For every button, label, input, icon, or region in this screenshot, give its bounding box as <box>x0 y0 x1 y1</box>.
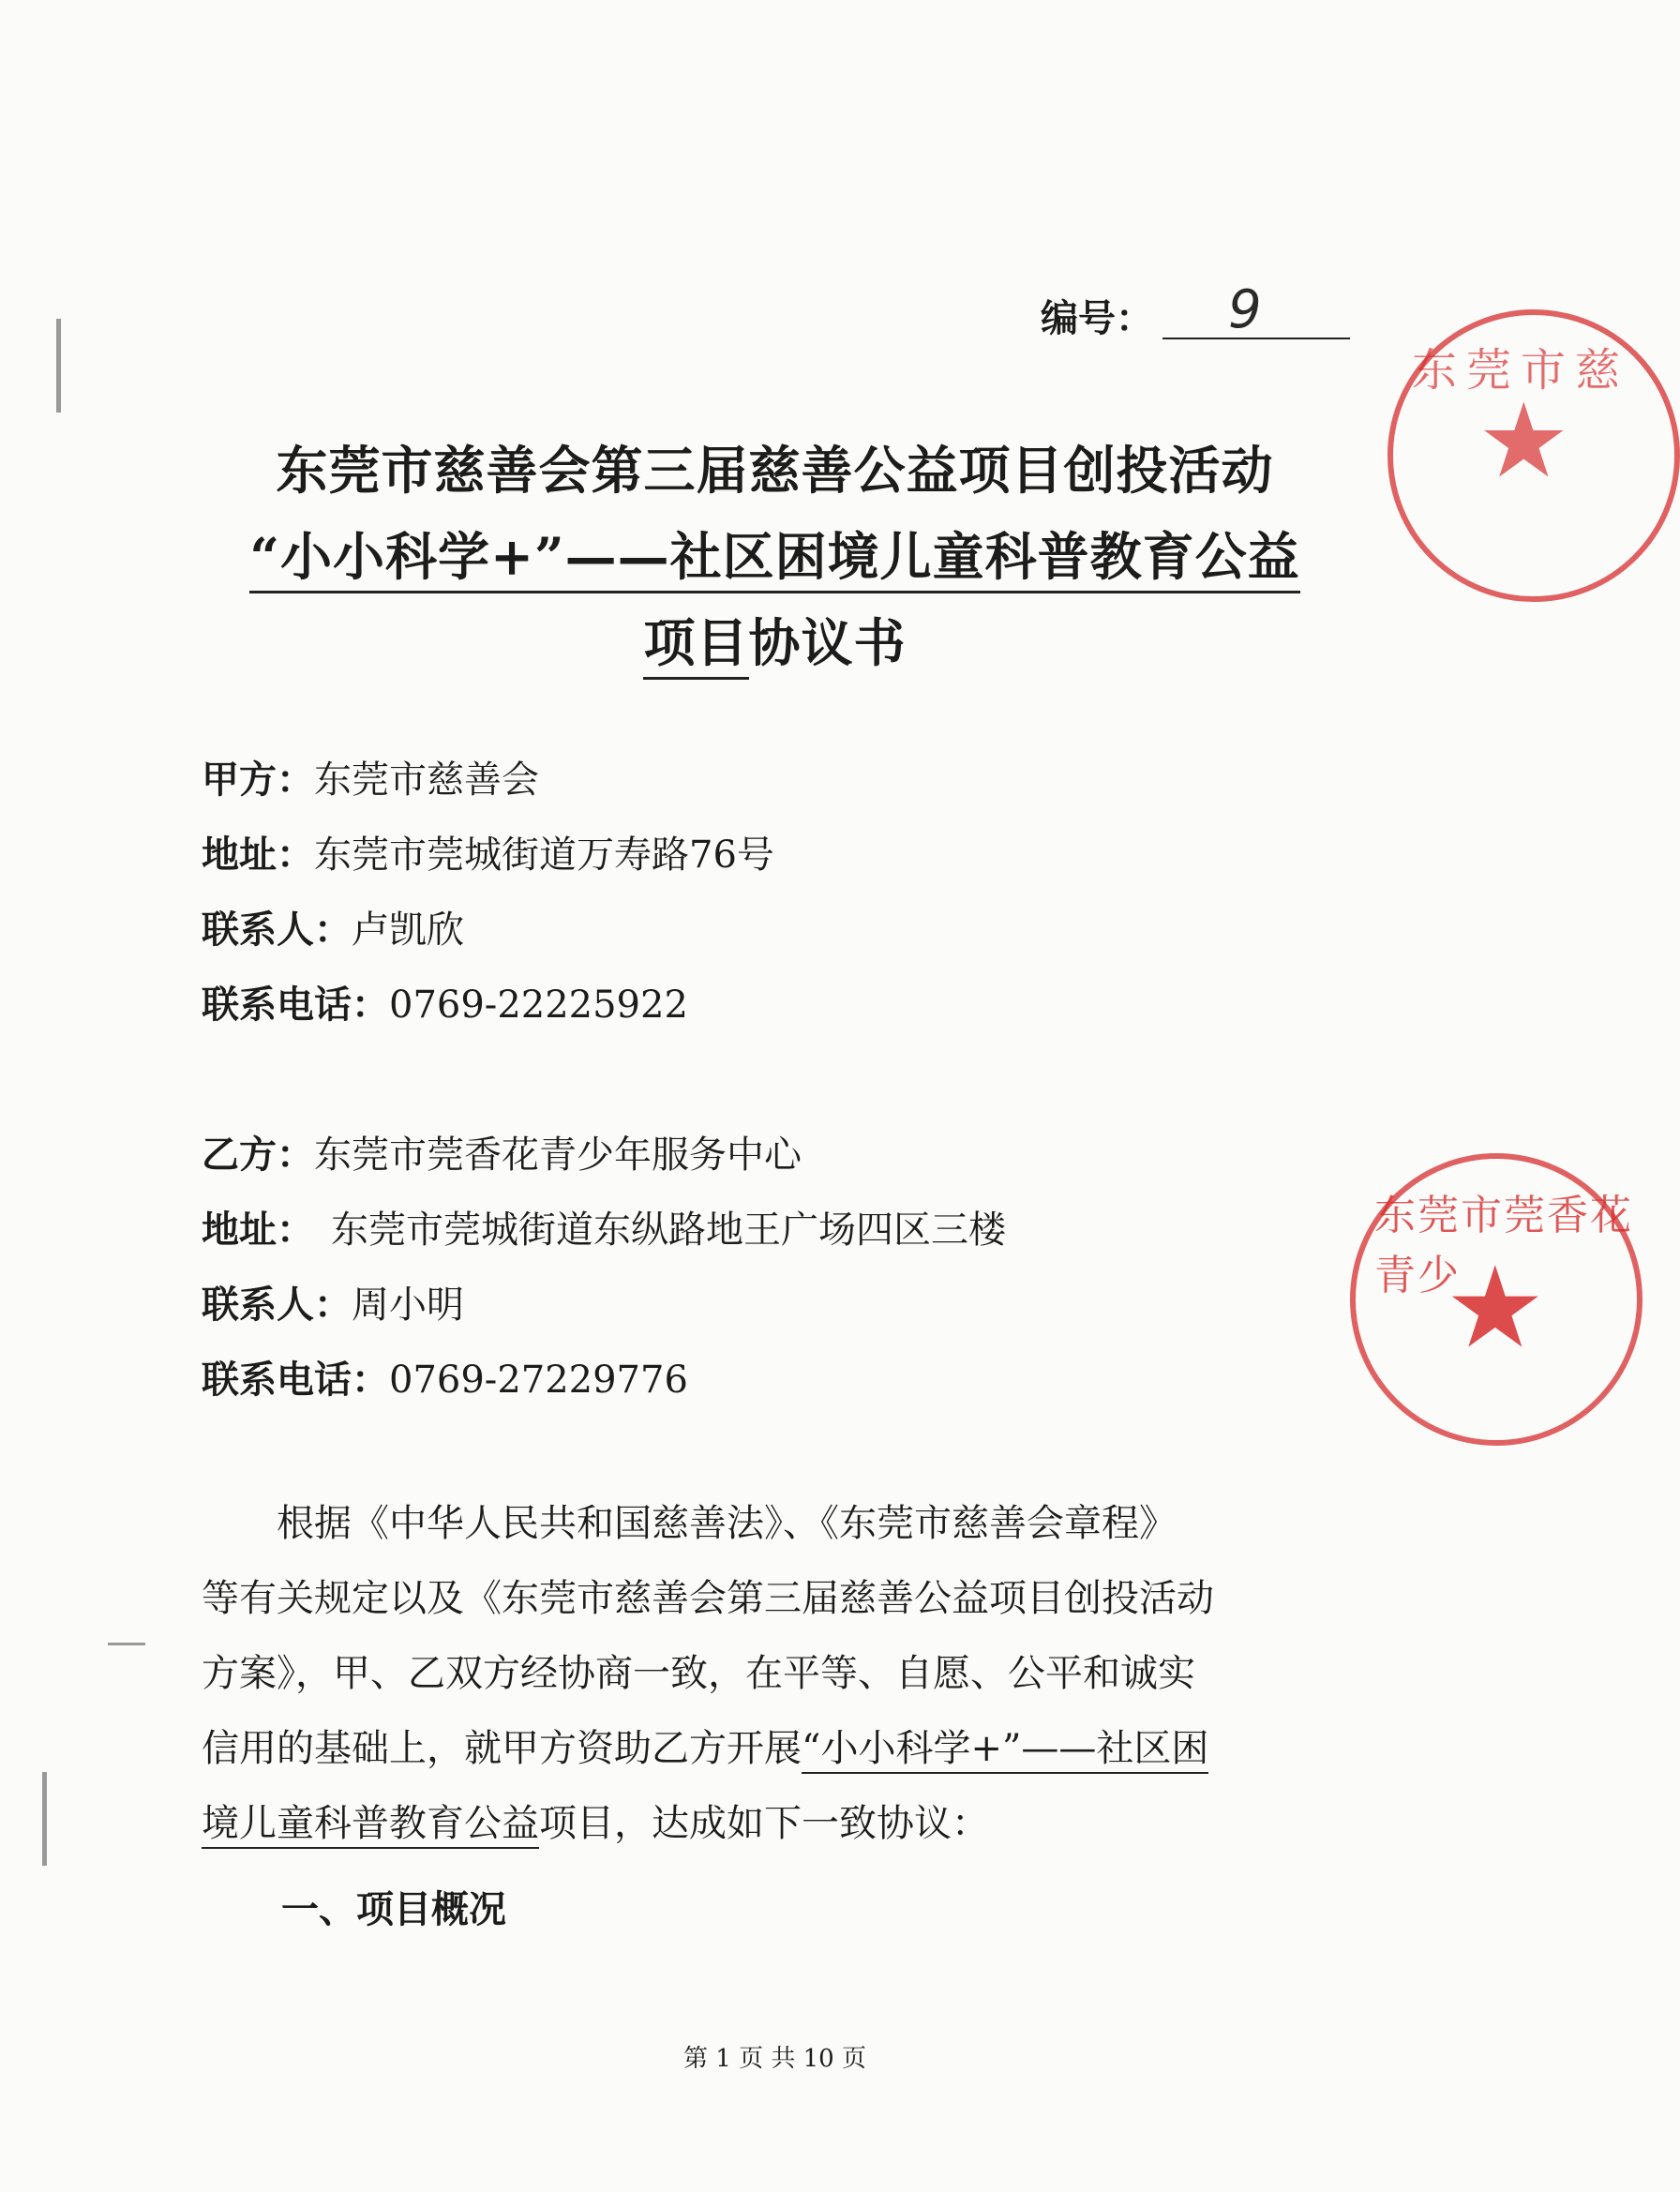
title-line-2 <box>0 516 1550 590</box>
party-a-name: 东莞市慈善会 <box>314 758 539 802</box>
doc-number-label: 编号： <box>1041 296 1153 340</box>
seal-star-icon: ★ <box>1445 1243 1546 1374</box>
scan-mark-top <box>56 319 61 413</box>
party-a-address: 东莞市莞城街道万寿路76号 <box>314 833 774 877</box>
party-b-address-row <box>202 1200 1006 1254</box>
preamble-line-1: 根据《中华人民共和国慈善法》、《东莞市慈善会章程》 <box>202 1502 1177 1545</box>
preamble-line-4 <box>202 1711 1345 1786</box>
party-b-phone-label: 联系电话： <box>202 1359 389 1402</box>
party-b-label: 乙方： <box>202 1134 314 1177</box>
party-b-contact-label: 联系人： <box>202 1284 352 1327</box>
project-name-underlined-1: “小小科学+”——社区困 <box>802 1727 1208 1774</box>
scan-mark-dash <box>108 1643 145 1645</box>
party-b-contact-row <box>202 1275 464 1329</box>
scan-mark-bottom <box>42 1772 47 1866</box>
party-a-phone-label: 联系电话： <box>202 983 389 1027</box>
party-b-name-row <box>202 1125 802 1179</box>
title-line-3 <box>0 602 1550 676</box>
preamble-line-4-text: 信用的基础上，就甲方资助乙方开展 <box>202 1727 802 1770</box>
title-line-1: 东莞市慈善会第三届慈善公益项目创投活动 <box>276 440 1274 501</box>
party-b-address-label: 地址： <box>202 1209 314 1252</box>
seal-stamp-service-center <box>1350 1153 1642 1446</box>
party-a-contact: 卢凯欣 <box>352 908 464 952</box>
title-line-2-text: “小小科学+”——社区困境儿童科普教育公益 <box>249 526 1299 593</box>
party-a-phone: 0769-22225922 <box>389 983 688 1027</box>
seal-star-icon: ★ <box>1478 381 1570 501</box>
preamble-line-2: 等有关规定以及《东莞市慈善会第三届慈善公益项目创投活动 <box>202 1577 1214 1620</box>
seal-text: 东莞市莞香花青少 <box>1374 1192 1633 1299</box>
title-line-3-rest: 协议书 <box>748 612 907 673</box>
preamble-line-3: 方案》，甲、乙双方经协商一致，在平等、自愿、公平和诚实 <box>202 1652 1195 1695</box>
section-heading-overview: 一、项目概况 <box>281 1888 506 1931</box>
party-a-contact-row <box>202 900 464 953</box>
preamble-line-5 <box>202 1786 1345 1861</box>
party-b-phone-row <box>202 1350 688 1404</box>
party-a-phone-row <box>202 975 688 1028</box>
seal-text: 东莞市慈 <box>1412 344 1630 397</box>
doc-number-value: 9 <box>1228 279 1262 340</box>
party-a-label: 甲方： <box>202 758 314 802</box>
agreement-preamble <box>202 1486 1345 1861</box>
title-line-3-underlined: 项目 <box>643 612 748 680</box>
party-a-address-label: 地址： <box>202 833 314 877</box>
party-a-name-row <box>202 750 539 803</box>
party-a-address-row <box>202 825 774 878</box>
page-footer: 第 1 页 共 10 页 <box>683 2045 866 2073</box>
party-b-phone: 0769-27229776 <box>389 1359 688 1402</box>
project-name-underlined-2: 境儿童科普教育公益 <box>202 1802 539 1849</box>
party-b-address: 东莞市莞城街道东纵路地王广场四区三楼 <box>331 1209 1006 1252</box>
party-b-name: 东莞市莞香花青少年服务中心 <box>314 1134 802 1177</box>
party-a-contact-label: 联系人： <box>202 908 352 952</box>
preamble-line-5-text: 项目，达成如下一致协议： <box>539 1802 989 1845</box>
party-b-contact: 周小明 <box>352 1284 464 1327</box>
